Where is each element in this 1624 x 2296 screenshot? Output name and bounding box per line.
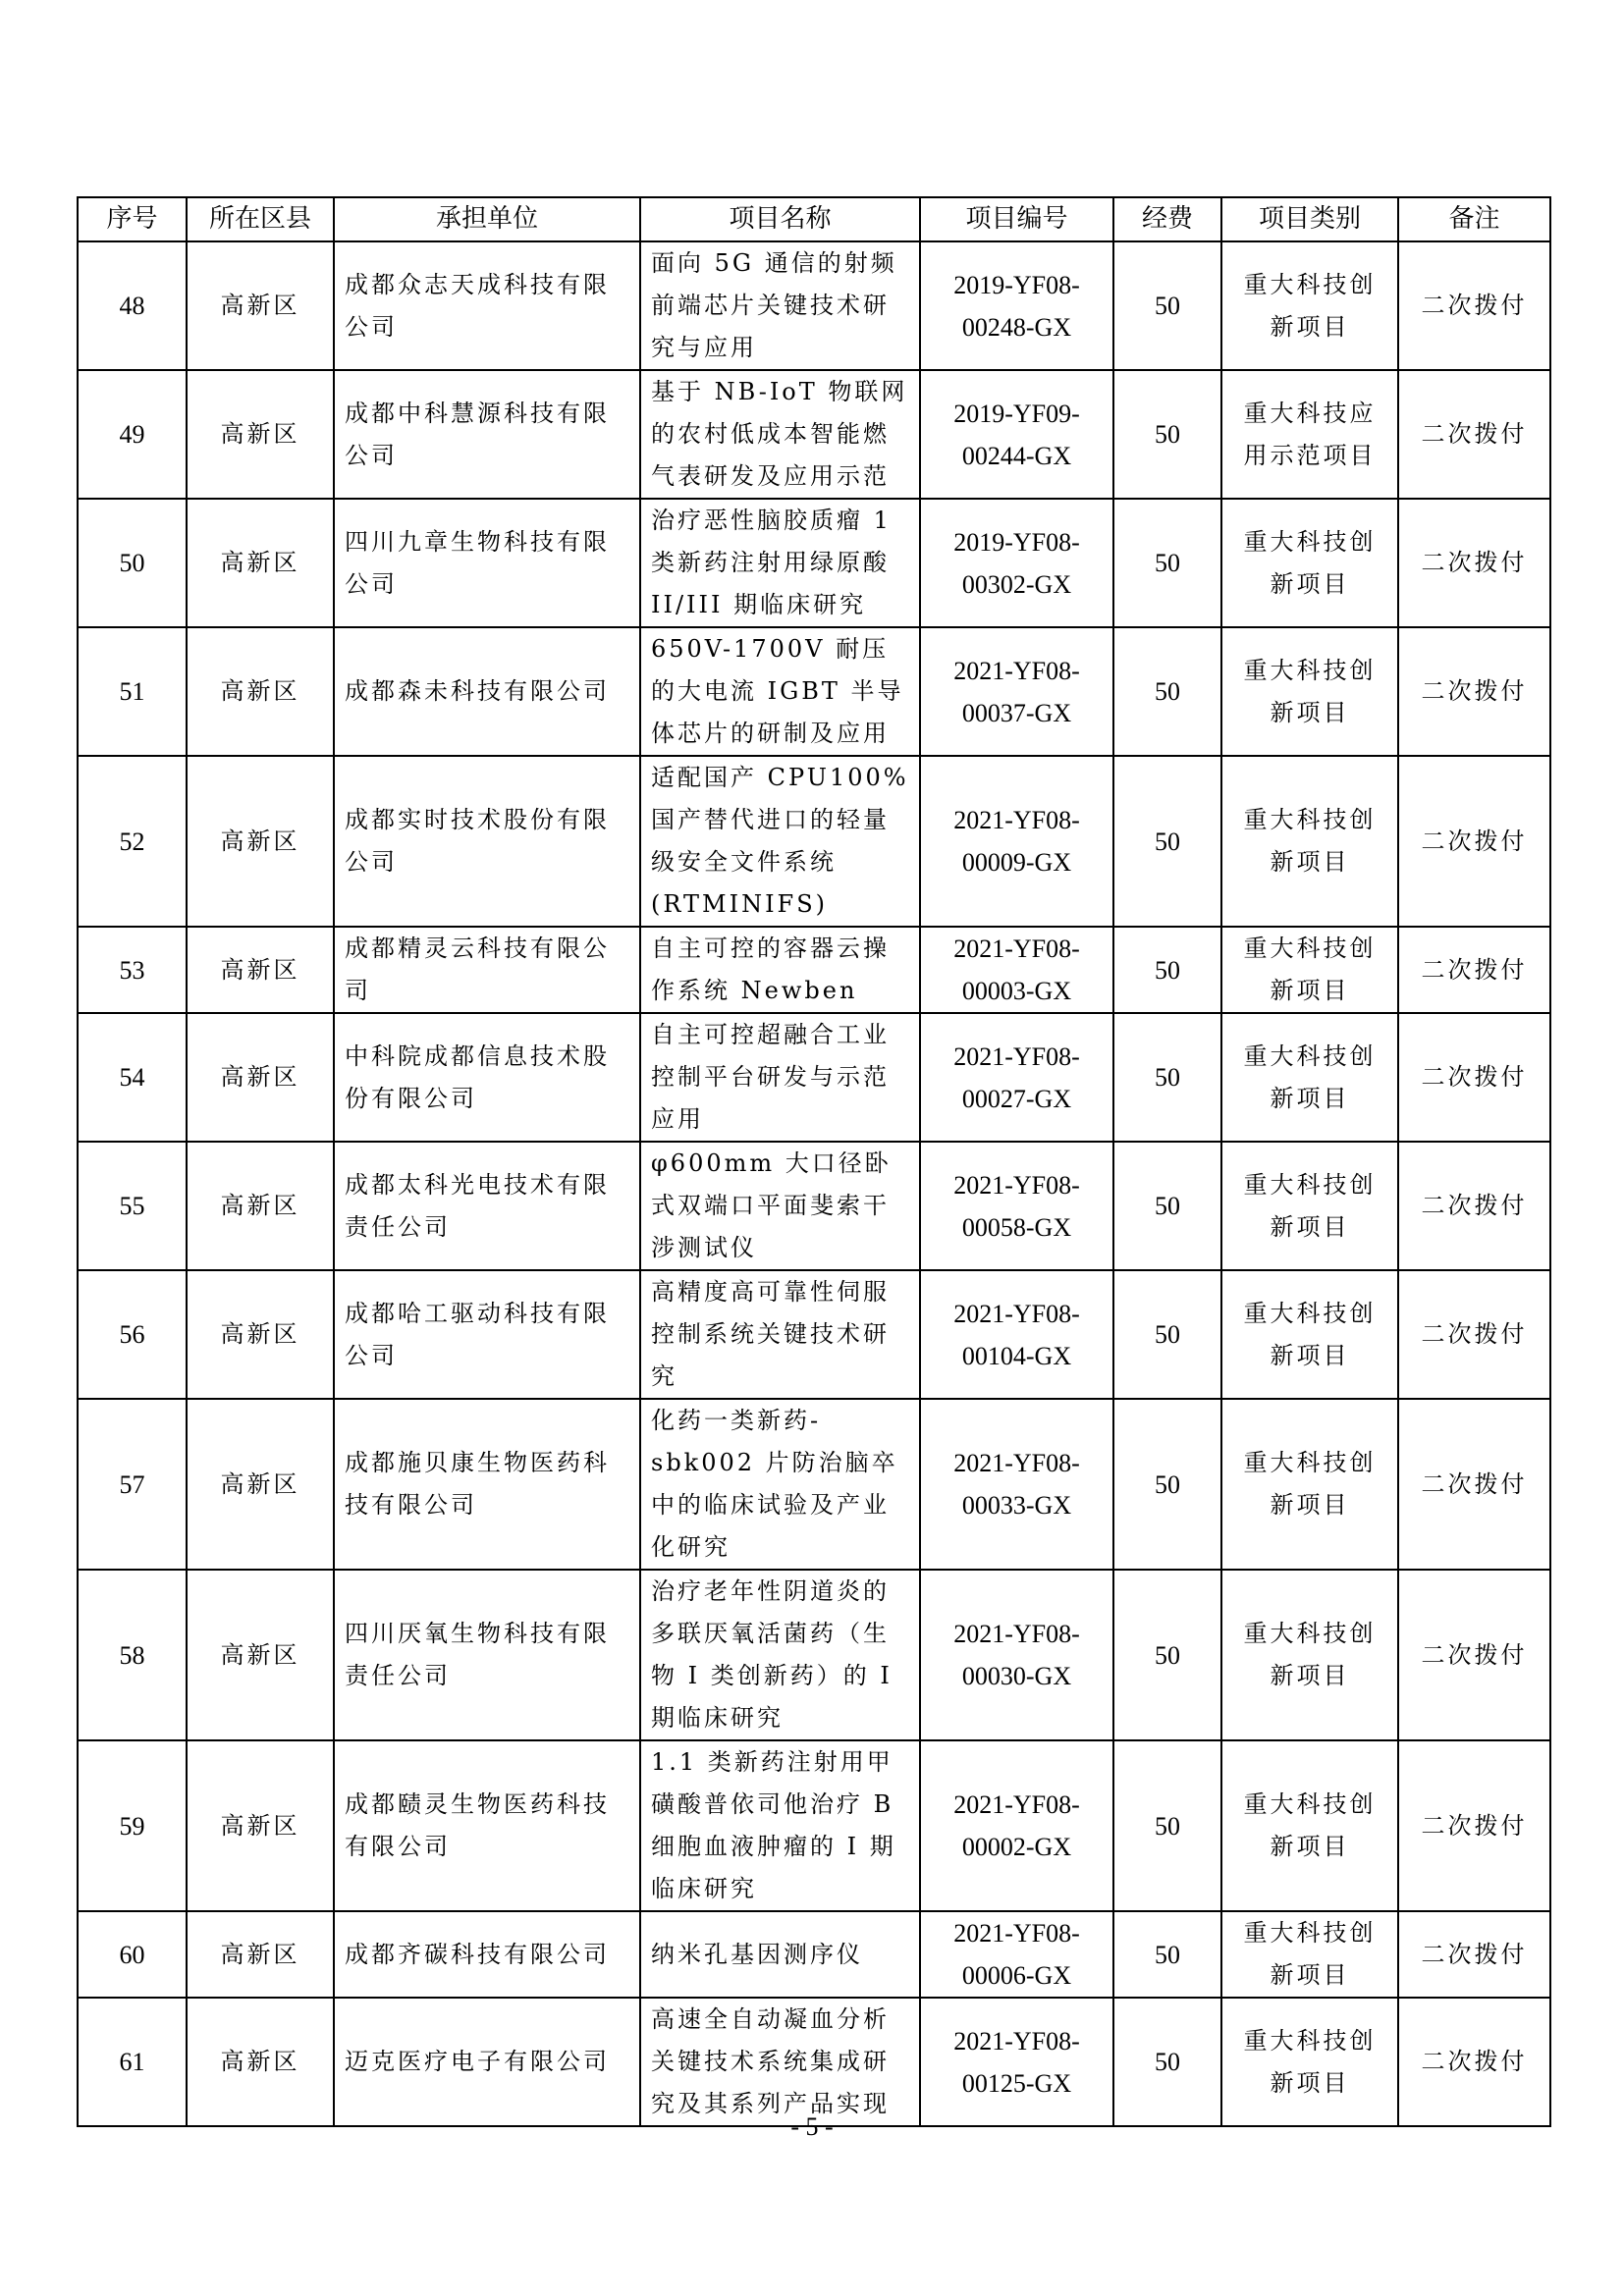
cell-funding: 50 [1113, 241, 1221, 370]
cell-project-code: 2021-YF08-00002-GX [920, 1740, 1113, 1911]
cell-index: 60 [78, 1911, 187, 1998]
cell-funding: 50 [1113, 1013, 1221, 1142]
cell-district: 高新区 [187, 370, 334, 499]
header-category: 项目类别 [1221, 197, 1398, 241]
cell-index: 52 [78, 756, 187, 927]
cell-unit: 迈克医疗电子有限公司 [334, 1998, 640, 2126]
cell-project-name: 高速全自动凝血分析关键技术系统集成研究及其系列产品实现 [640, 1998, 920, 2126]
cell-project-name: 适配国产 CPU100% 国产替代进口的轻量级安全文件系统 (RTMINIFS) [640, 756, 920, 927]
cell-index: 56 [78, 1270, 187, 1399]
cell-project-name: 治疗恶性脑胶质瘤 1 类新药注射用绿原酸 II/III 期临床研究 [640, 499, 920, 627]
cell-district: 高新区 [187, 1142, 334, 1270]
cell-index: 48 [78, 241, 187, 370]
table-row [78, 370, 1550, 499]
cell-district: 高新区 [187, 756, 334, 927]
cell-project-name: 650V-1700V 耐压的大电流 IGBT 半导体芯片的研制及应用 [640, 627, 920, 756]
cell-project-code: 2021-YF08-00009-GX [920, 756, 1113, 927]
cell-note: 二次拨付 [1398, 627, 1550, 756]
cell-note: 二次拨付 [1398, 1998, 1550, 2126]
cell-note: 二次拨付 [1398, 1399, 1550, 1570]
cell-index: 51 [78, 627, 187, 756]
cell-unit: 成都精灵云科技有限公司 [334, 927, 640, 1013]
cell-project-code: 2021-YF08-00125-GX [920, 1998, 1113, 2126]
cell-index: 49 [78, 370, 187, 499]
cell-category: 重大科技创新项目 [1221, 1998, 1398, 2126]
cell-index: 59 [78, 1740, 187, 1911]
cell-project-code: 2019-YF08-00302-GX [920, 499, 1113, 627]
cell-unit: 成都众志天成科技有限公司 [334, 241, 640, 370]
cell-project-code: 2021-YF08-00037-GX [920, 627, 1113, 756]
cell-unit: 成都中科慧源科技有限公司 [334, 370, 640, 499]
cell-funding: 50 [1113, 1142, 1221, 1270]
cell-district: 高新区 [187, 241, 334, 370]
table-row [78, 756, 1550, 927]
table-row [78, 1570, 1550, 1740]
cell-funding: 50 [1113, 1998, 1221, 2126]
cell-category: 重大科技应用示范项目 [1221, 370, 1398, 499]
cell-funding: 50 [1113, 499, 1221, 627]
cell-category: 重大科技创新项目 [1221, 756, 1398, 927]
cell-unit: 成都施贝康生物医药科技有限公司 [334, 1399, 640, 1570]
cell-project-name: 纳米孔基因测序仪 [640, 1911, 920, 1998]
cell-unit: 四川厌氧生物科技有限责任公司 [334, 1570, 640, 1740]
cell-project-name: 基于 NB-IoT 物联网的农村低成本智能燃气表研发及应用示范 [640, 370, 920, 499]
cell-unit: 成都森未科技有限公司 [334, 627, 640, 756]
cell-project-code: 2021-YF08-00030-GX [920, 1570, 1113, 1740]
cell-category: 重大科技创新项目 [1221, 1013, 1398, 1142]
cell-funding: 50 [1113, 756, 1221, 927]
cell-unit: 成都哈工驱动科技有限公司 [334, 1270, 640, 1399]
cell-project-name: 自主可控超融合工业控制平台研发与示范应用 [640, 1013, 920, 1142]
table-row [78, 1142, 1550, 1270]
cell-district: 高新区 [187, 1399, 334, 1570]
cell-funding: 50 [1113, 627, 1221, 756]
table-row [78, 241, 1550, 370]
cell-district: 高新区 [187, 499, 334, 627]
cell-unit: 成都太科光电技术有限责任公司 [334, 1142, 640, 1270]
cell-note: 二次拨付 [1398, 1570, 1550, 1740]
header-note: 备注 [1398, 197, 1550, 241]
cell-note: 二次拨付 [1398, 499, 1550, 627]
header-unit: 承担单位 [334, 197, 640, 241]
cell-district: 高新区 [187, 1013, 334, 1142]
cell-note: 二次拨付 [1398, 1013, 1550, 1142]
cell-note: 二次拨付 [1398, 1270, 1550, 1399]
header-index: 序号 [78, 197, 187, 241]
cell-project-code: 2021-YF08-00003-GX [920, 927, 1113, 1013]
cell-funding: 50 [1113, 927, 1221, 1013]
cell-district: 高新区 [187, 1570, 334, 1740]
cell-category: 重大科技创新项目 [1221, 1270, 1398, 1399]
cell-district: 高新区 [187, 627, 334, 756]
cell-project-name: φ600mm 大口径卧式双端口平面斐索干涉测试仪 [640, 1142, 920, 1270]
cell-note: 二次拨付 [1398, 370, 1550, 499]
cell-unit: 四川九章生物科技有限公司 [334, 499, 640, 627]
cell-index: 53 [78, 927, 187, 1013]
cell-project-code: 2021-YF08-00058-GX [920, 1142, 1113, 1270]
cell-category: 重大科技创新项目 [1221, 627, 1398, 756]
cell-district: 高新区 [187, 1998, 334, 2126]
cell-district: 高新区 [187, 1270, 334, 1399]
cell-category: 重大科技创新项目 [1221, 1142, 1398, 1270]
cell-category: 重大科技创新项目 [1221, 1399, 1398, 1570]
cell-category: 重大科技创新项目 [1221, 927, 1398, 1013]
table-header-row [78, 197, 1550, 241]
cell-index: 50 [78, 499, 187, 627]
cell-project-name: 化药一类新药-sbk002 片防治脑卒中的临床试验及产业化研究 [640, 1399, 920, 1570]
cell-index: 61 [78, 1998, 187, 2126]
cell-district: 高新区 [187, 1911, 334, 1998]
cell-project-name: 1.1 类新药注射用甲磺酸普依司他治疗 B 细胞血液肿瘤的 I 期临床研究 [640, 1740, 920, 1911]
cell-note: 二次拨付 [1398, 756, 1550, 927]
cell-funding: 50 [1113, 1740, 1221, 1911]
cell-index: 57 [78, 1399, 187, 1570]
cell-index: 58 [78, 1570, 187, 1740]
header-project-code: 项目编号 [920, 197, 1113, 241]
cell-note: 二次拨付 [1398, 1740, 1550, 1911]
cell-category: 重大科技创新项目 [1221, 241, 1398, 370]
table-row [78, 1740, 1550, 1911]
page-number: - 5 - [790, 2112, 834, 2141]
cell-funding: 50 [1113, 1399, 1221, 1570]
table-row [78, 927, 1550, 1013]
cell-project-name: 面向 5G 通信的射频前端芯片关键技术研究与应用 [640, 241, 920, 370]
cell-unit: 成都实时技术股份有限公司 [334, 756, 640, 927]
table-row [78, 1270, 1550, 1399]
cell-unit: 成都齐碳科技有限公司 [334, 1911, 640, 1998]
table-body [78, 241, 1550, 2126]
header-district: 所在区县 [187, 197, 334, 241]
cell-funding: 50 [1113, 370, 1221, 499]
cell-note: 二次拨付 [1398, 241, 1550, 370]
cell-category: 重大科技创新项目 [1221, 1740, 1398, 1911]
cell-project-code: 2019-YF09-00244-GX [920, 370, 1113, 499]
cell-district: 高新区 [187, 1740, 334, 1911]
cell-unit: 成都赜灵生物医药科技有限公司 [334, 1740, 640, 1911]
cell-funding: 50 [1113, 1270, 1221, 1399]
cell-project-code: 2021-YF08-00104-GX [920, 1270, 1113, 1399]
table-row [78, 1998, 1550, 2126]
cell-district: 高新区 [187, 927, 334, 1013]
cell-index: 55 [78, 1142, 187, 1270]
cell-project-name: 高精度高可靠性伺服控制系统关键技术研究 [640, 1270, 920, 1399]
cell-unit: 中科院成都信息技术股份有限公司 [334, 1013, 640, 1142]
header-funding: 经费 [1113, 197, 1221, 241]
cell-note: 二次拨付 [1398, 927, 1550, 1013]
cell-note: 二次拨付 [1398, 1911, 1550, 1998]
table-row [78, 1399, 1550, 1570]
cell-funding: 50 [1113, 1911, 1221, 1998]
cell-category: 重大科技创新项目 [1221, 499, 1398, 627]
cell-funding: 50 [1113, 1570, 1221, 1740]
cell-note: 二次拨付 [1398, 1142, 1550, 1270]
header-project-name: 项目名称 [640, 197, 920, 241]
table-row [78, 627, 1550, 756]
cell-index: 54 [78, 1013, 187, 1142]
table-row [78, 1013, 1550, 1142]
cell-project-name: 治疗老年性阴道炎的多联厌氧活菌药（生物 I 类创新药）的 I 期临床研究 [640, 1570, 920, 1740]
table-row [78, 1911, 1550, 1998]
cell-project-code: 2021-YF08-00033-GX [920, 1399, 1113, 1570]
cell-project-code: 2021-YF08-00006-GX [920, 1911, 1113, 1998]
cell-project-code: 2019-YF08-00248-GX [920, 241, 1113, 370]
table-row [78, 499, 1550, 627]
cell-category: 重大科技创新项目 [1221, 1570, 1398, 1740]
cell-category: 重大科技创新项目 [1221, 1911, 1398, 1998]
cell-project-name: 自主可控的容器云操作系统 Newben [640, 927, 920, 1013]
project-table [77, 196, 1551, 2127]
cell-project-code: 2021-YF08-00027-GX [920, 1013, 1113, 1142]
